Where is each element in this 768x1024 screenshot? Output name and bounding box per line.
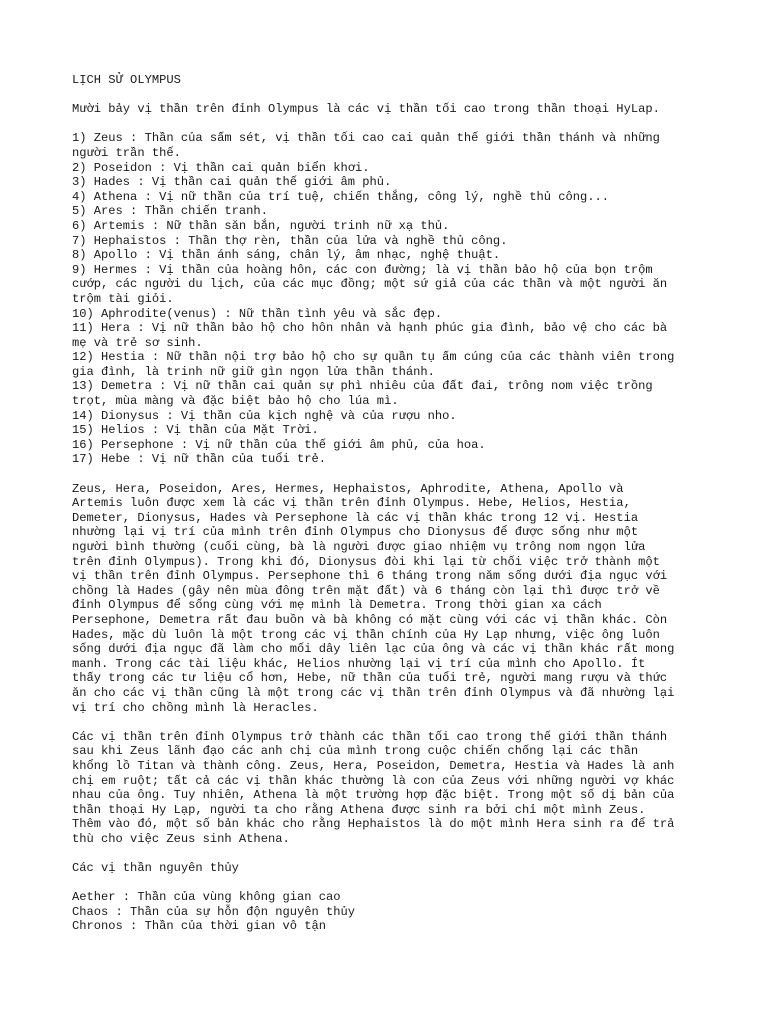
paragraph-line: thấy trong các tư liệu cổ hơn, Hebe, nữ thần của tuổi trẻ, người mang rượu và thức [72,671,668,686]
paragraph-line: Persephone, Demetra rất đau buồn và bà không có mặt cùng với các vị thần khác. Còn [72,612,668,627]
spacer [72,715,712,730]
list-item-line: 13) Demetra : Vị nữ thần cai quản sự phì nhiêu của đất đai, trông nom việc trồng [72,379,653,394]
paragraph-line: sau khi Zeus lãnh đạo các anh chị của mình trong cuộc chiến chống lại các thần [72,744,639,759]
list-item-line: 5) Ares : Thần chiến tranh. [72,204,268,219]
paragraph-olympus-members [72,482,712,716]
list-item-line: mẹ và trẻ sơ sinh. [72,335,203,350]
list-item-line: gia đình, là trinh nữ giữ gìn ngọn lửa thần thánh. [72,364,435,379]
paragraph-line: vị thần trên đỉnh Olympus. Persephone thì 6 tháng trong năm sống dưới địa ngục với [72,569,668,584]
list-item-line: trộm tài giỏi. [72,291,174,306]
list-item-line: 4) Athena : Vị nữ thần của trí tuệ, chiến thắng, công lý, nghề thủ công... [72,189,610,204]
list-item-line: Chaos : Thần của sự hỗn độn nguyên thủy [72,904,356,919]
document-title: LỊCH SỬ OLYMPUS [72,73,181,87]
paragraph-line: nhau của ông. Tuy nhiên, Athena là một trường hợp đặc biệt. Trong một số dị bản của [72,788,675,803]
paragraph-line: nhường lại vị trí của mình trên đỉnh Olympus cho Dionysus để được sống như một [72,525,639,540]
paragraph-line: thần thoại Hy Lạp, người ta cho rằng Athena được sinh ra bởi chỉ một mình Zeus. [72,802,646,817]
paragraph-line: đỉnh Olympus để sống cùng với mẹ mình là Demetra. Trong thời gian xa cách [72,598,602,613]
paragraph-olympus-origin [72,730,712,847]
list-item-line: trọt, mùa màng và đặc biệt bảo hộ cho lúa mì. [72,394,399,409]
list-item-line: 17) Hebe : Vị nữ thần của tuổi trẻ. [72,452,327,467]
gods-list [72,131,712,467]
list-item-line: 9) Hermes : Vị thần của hoàng hôn, các con đường; là vị thần bảo hộ của bọn trộm [72,262,653,277]
list-item-line: 7) Hephaistos : Thần thợ rèn, thần của lửa và nghề thủ công. [72,233,508,248]
paragraph-line: chị em ruột; tất cả các vị thần khác thường là con của Zeus với những người vợ khác [72,773,675,788]
spacer [72,88,712,103]
list-item-line: 11) Hera : Vị nữ thần bảo hộ cho hôn nhân và hạnh phúc gia đình, bảo vệ cho các bà [72,321,668,336]
paragraph-line: thù cho việc Zeus sinh Athena. [72,831,290,846]
list-item-line: 8) Apollo : Vị thần ánh sáng, chân lý, âm nhạc, nghệ thuật. [72,248,501,263]
list-item-line: cướp, các người du lịch, của các mục đồng; một sứ giả của các thần và một người ăn [72,277,668,292]
list-item-line: 2) Poseidon : Vị thần cai quản biển khơi. [72,160,370,175]
paragraph-line: manh. Trong các tài liệu khác, Helios nhường lại vị trí của mình cho Apollo. Ít [72,656,646,671]
list-item-line: 10) Aphrodite(venus) : Nữ thần tình yêu và sắc đẹp. [72,306,443,321]
primordial-gods-list [72,890,712,934]
list-item-line: Chronos : Thần của thời gian vô tận [72,919,327,934]
paragraph-line: chồng là Hades (gây nên mùa đông trên mặt đất) và 6 tháng còn lại thì được trở về [72,583,660,598]
list-item-line: 12) Hestia : Nữ thần nội trợ bảo hộ cho sự quần tụ ấm cúng của các thành viên trong [72,350,675,365]
paragraph-line: ăn cho các vị thần cũng là một trong các vị thần trên đỉnh Olympus và đã nhường lại [72,685,675,700]
paragraph-line: Demeter, Dionysus, Hades và Persephone là các vị thần khác trong 12 vị. Hestia [72,510,639,525]
paragraph-line: sống dưới địa ngục đã làm cho mối dây liên lạc của ông và các vị thần khác rất mong [72,642,675,657]
paragraph-line: Zeus, Hera, Poseidon, Ares, Hermes, Hephaistos, Aphrodite, Athena, Apollo và [72,481,624,496]
paragraph-line: Thêm vào đó, một số bản khác cho rằng Hephaistos là do một mình Hera sinh ra để trả [72,817,675,832]
list-item-line: 1) Zeus : Thần của sấm sét, vị thần tối cao cai quản thế giới thần thánh và những [72,131,660,146]
list-item-line: người trần thế. [72,145,181,160]
paragraph-line: khổng lồ Titan và thành công. Zeus, Hera, Poseidon, Demetra, Hestia và Hades là anh [72,758,675,773]
document-page [72,73,712,934]
section-heading: Các vị thần nguyên thủy [72,861,239,876]
intro-text: Mười bảy vị thần trên đỉnh Olympus là các vị thần tối cao trong thần thoại HyLap. [72,102,660,117]
list-item-line: 16) Persephone : Vị nữ thần của thế giới âm phủ, của hoa. [72,437,486,452]
paragraph-line: người bình thường (cuối cùng, bà là người được giao nhiệm vụ trông nom ngọn lửa [72,540,646,554]
spacer [72,117,712,132]
spacer [72,846,712,861]
list-item-line: 3) Hades : Vị thần cai quản thế giới âm phủ. [72,175,392,190]
paragraph-line: Các vị thần trên đỉnh Olympus trở thành các thần tối cao trong thế giới thần thánh [72,729,668,744]
list-item-line: 6) Artemis : Nữ thần săn bắn, người trinh nữ xạ thủ. [72,218,450,233]
list-item-line: 15) Helios : Vị thần của Mặt Trời. [72,423,319,438]
spacer [72,876,712,891]
paragraph-line: Artemis luôn được xem là các vị thần trên đỉnh Olympus. Hebe, Helios, Hestia, [72,496,631,511]
paragraph-line: trên đỉnh Olympus). Trong khi đó, Dionysus đòi khi lại từ chối việc trở thành một [72,554,660,569]
paragraph-line: Hades, mặc dù luôn là một trong các vị thần chính của Hy Lạp nhưng, việc ông luôn [72,627,660,642]
paragraph-line: vị trí cho chồng mình là Heracles. [72,700,319,715]
list-item-line: 14) Dionysus : Vị thần của kịch nghệ và của rượu nho. [72,408,457,423]
spacer [72,467,712,482]
list-item-line: Aether : Thần của vùng không gian cao [72,890,341,905]
